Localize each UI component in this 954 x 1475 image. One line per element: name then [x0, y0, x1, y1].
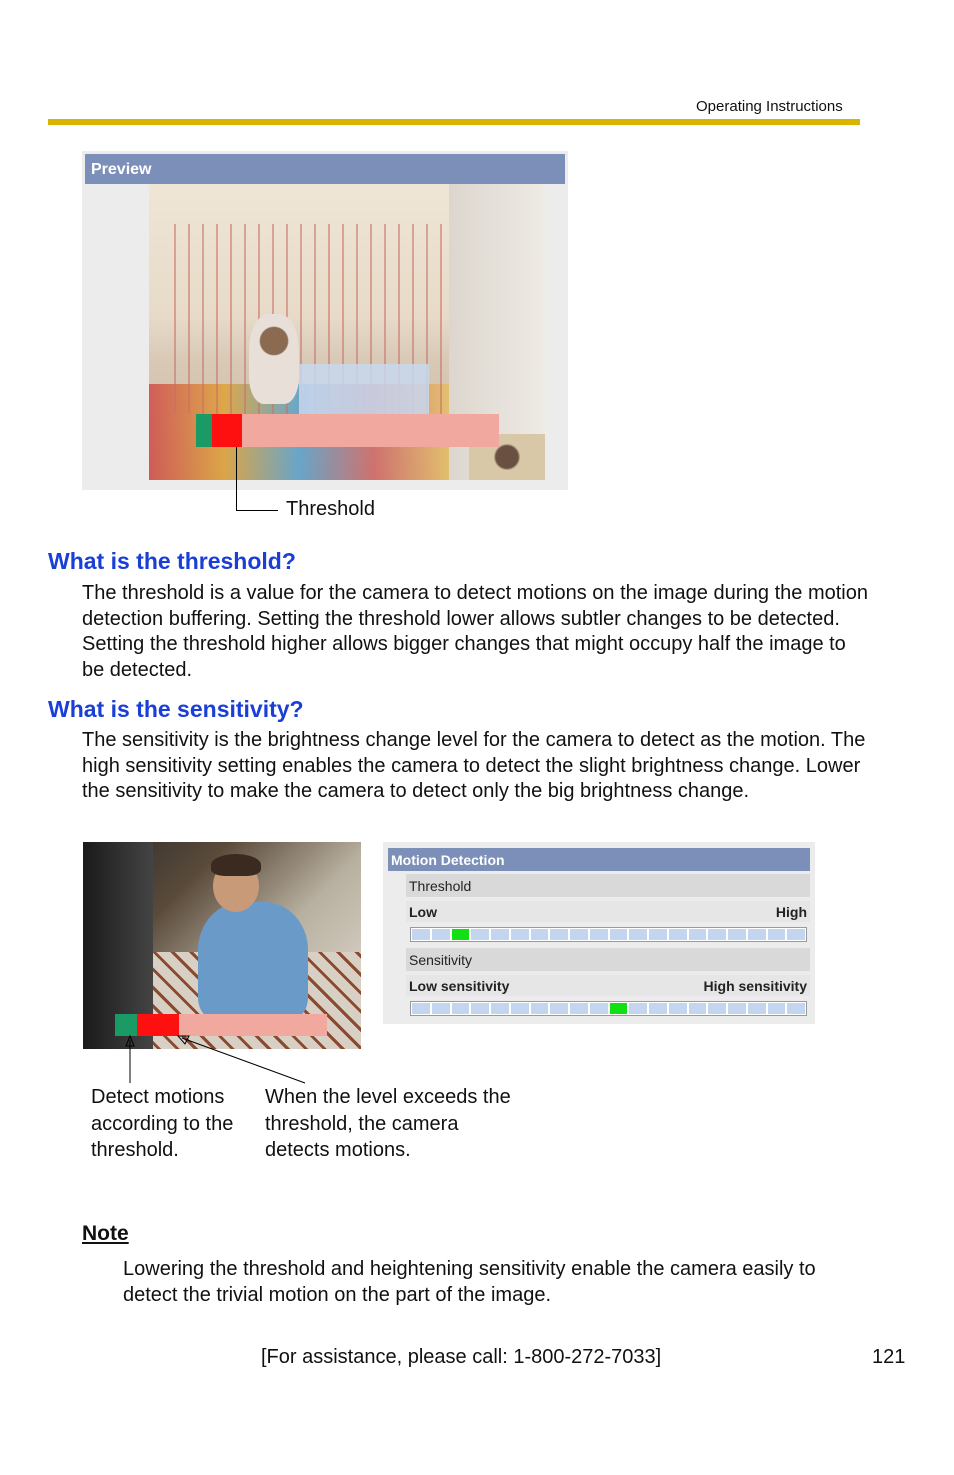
sensitivity-low-label: Low sensitivity	[409, 978, 510, 994]
threshold-section-label: Threshold	[406, 874, 810, 897]
preview-title: Preview	[85, 154, 565, 184]
threshold-low-label: Low	[409, 904, 437, 920]
footer-assistance: [For assistance, please call: 1-800-272-7033]	[261, 1346, 662, 1368]
exceeds-callout-line	[182, 1038, 305, 1083]
threshold-label: Threshold	[286, 498, 375, 520]
sensitivity-high-label: High sensitivity	[703, 978, 807, 994]
note-text: Lowering the threshold and heightening sensitivity enable the camera easily to detect the trivial motion on the part of the image.	[123, 1258, 816, 1306]
sensitivity-section-label: Sensitivity	[406, 948, 810, 971]
detect-motions-callout: Detect motions according to the threshold.	[91, 1086, 234, 1161]
threshold-paragraph: The threshold is a value for the camera to detect motions on the image during the motion detection buffering. Setting the threshold lower allows subtler changes to be detected. Setting the threshold higher allows bigger changes that might occupy half the image to be detected.	[82, 582, 868, 681]
exceeds-callout-arrowhead	[178, 1036, 189, 1044]
header-title: Operating Instructions	[696, 98, 843, 115]
threshold-heading: What is the threshold?	[48, 548, 296, 574]
sensitivity-heading: What is the sensitivity?	[48, 696, 304, 722]
page-number: 121	[872, 1346, 906, 1368]
motion-detection-title: Motion Detection	[388, 848, 810, 871]
sensitivity-paragraph: The sensitivity is the brightness change level for the camera to detect as the motion. The high sensitivity setting enables the camera to detect the slight brightness change. Lower the sensitivity to make the camera to detect only the big brightness change.	[82, 729, 866, 802]
level-exceeds-callout: When the level exceeds the threshold, the camera detects motions.	[265, 1086, 511, 1161]
note-title: Note	[82, 1222, 129, 1245]
threshold-high-label: High	[775, 904, 807, 920]
